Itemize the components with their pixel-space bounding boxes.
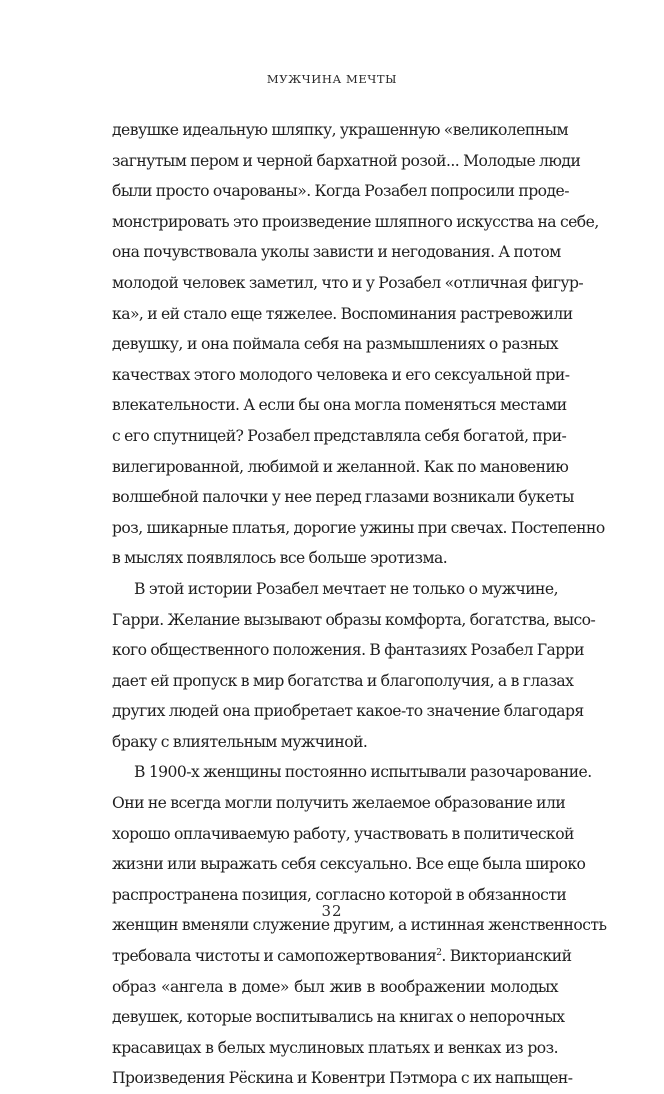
text-line: образ «ангела в доме» был жив в воображении молодых [112, 977, 558, 996]
running-head: МУЖЧИНА МЕЧТЫ [266, 72, 398, 86]
text-line: волшебной палочки у нее перед глазами возникали букеты [112, 488, 574, 507]
text-line: в мыслях появлялось все больше эротизма. [112, 549, 448, 568]
text-line-part: требовала чистоты и самопожертвования [112, 947, 437, 966]
text-line: красавицах в белых муслиновых платьях и венках из роз. [112, 1038, 558, 1057]
text-line: с его спутницей? Розабел представляла себя богатой, при- [112, 426, 567, 445]
text-line: кого общественного положения. В фантазиях Розабел Гарри [112, 641, 585, 660]
text-line: монстрировать это произведение шляпного искусства на себе, [112, 212, 599, 231]
text-line: вилегированной, любимой и желанной. Как по мановению [112, 457, 569, 476]
text-line: В 1900-х женщины постоянно испытывали разочарование. [134, 763, 592, 782]
footnote-marker[interactable]: 2 [436, 947, 442, 958]
text-line-with-footnote [112, 941, 572, 972]
text-line: загнутым пером и черной бархатной розой... Молодые люди [112, 151, 581, 170]
text-line: В этой истории Розабел мечтает не только о мужчине, [134, 579, 558, 598]
text-line: Произведения Рёскина и Ковентри Пэтмора с их напыщен- [112, 1069, 573, 1088]
text-line: женщин вменяли служение другим, а истинная женственность [112, 916, 607, 935]
text-line: роз, шикарные платья, дорогие ужины при свечах. Постепенно [112, 518, 605, 537]
text-line: девушку, и она поймала себя на размышлениях о разных [112, 335, 558, 354]
text-line: были просто очарованы». Когда Розабел попросили проде- [112, 182, 569, 201]
paragraph-1 [112, 115, 605, 574]
text-line: браку с влиятельным мужчиной. [112, 732, 368, 751]
text-line: девушке идеальную шляпку, украшенную «великолепным [112, 121, 569, 139]
text-line: Гарри. Желание вызывают образы комфорта, богатства, высо- [112, 610, 596, 629]
text-line: девушек, которые воспитывались на книгах о непорочных [112, 1008, 565, 1027]
text-line: жизни или выражать себя сексуально. Все еще была широко [112, 855, 586, 874]
text-line: распространена позиция, согласно которой в обязанности [112, 885, 567, 904]
text-line: качествах этого молодого человека и его сексуальной при- [112, 365, 570, 384]
text-line: Они не всегда могли получить желаемое образование или [112, 794, 566, 813]
paragraph-3 [112, 757, 607, 1094]
text-line-part: . Викторианский [441, 947, 572, 966]
text-line: хорошо оплачиваемую работу, участвовать в политической [112, 824, 574, 843]
text-line: других людей она приобретает какое-то значение благодаря [112, 702, 584, 721]
text-line: дает ей пропуск в мир богатства и благополучия, а в глазах [112, 671, 574, 690]
text-line: молодой человек заметил, что и у Розабел «отличная фигур- [112, 273, 584, 292]
body-text [112, 115, 607, 1094]
page-number: 32 [321, 902, 343, 920]
text-line: влекательности. А если бы она могла поменяться местами [112, 396, 567, 415]
paragraph-2 [112, 574, 596, 758]
text-line: ка», и ей стало еще тяжелее. Воспоминания растревожили [112, 304, 573, 323]
text-line: она почувствовала уколы зависти и негодования. А потом [112, 243, 561, 262]
